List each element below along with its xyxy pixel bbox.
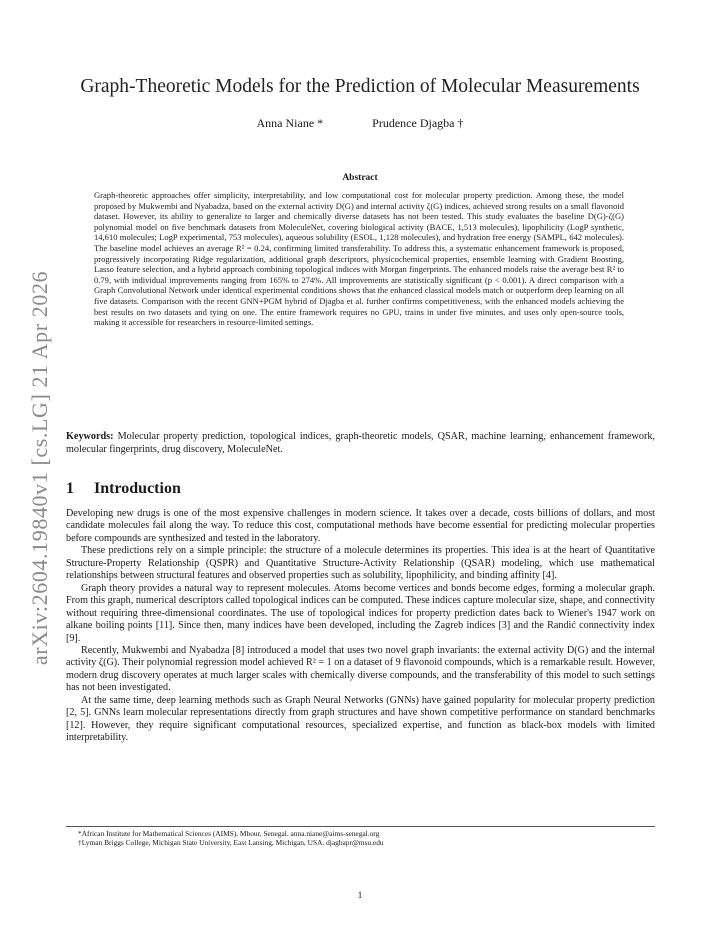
author-1: Anna Niane *	[256, 116, 324, 130]
introduction-body	[66, 508, 655, 745]
abstract-heading: Abstract	[342, 173, 378, 183]
arxiv-identifier: arXiv:2604.19840v1 [cs.LG] 21 Apr 2026	[27, 270, 52, 666]
section-heading	[66, 480, 181, 498]
page-number: 1	[357, 891, 363, 901]
footnote-2: †Lyman Briggs College, Michigan State University, East Lansing, Michigan, USA. djagbapr@msu.edu	[78, 838, 384, 848]
keywords	[66, 431, 655, 456]
paragraph: At the same time, deep learning methods such as Graph Neural Networks (GNNs) have gained popularity for molecular property prediction [2, 5]. GNNs learn molecular representations directly from graph structures and have shown competitive performance on standard benchmarks [12]. However, they require significant computational resources, specialized expertise, and function as black-box models with limited interpretability.	[66, 694, 655, 744]
section-number: 1	[66, 480, 74, 497]
paragraph: These predictions rely on a simple principle: the structure of a molecule determines its properties. This idea is at the heart of Quantitative Structure-Property Relationship (QSPR) and Quantitative Structure-Activity Relationship (QSAR) modeling, which use mathematical relationships between structural features and observed properties such as solubility, lipophilicity, and binding affinity [4].	[66, 545, 655, 582]
author-2: Prudence Djagba †	[372, 116, 464, 130]
keywords-label: Keywords:	[66, 431, 114, 442]
keywords-text: Molecular property prediction, topological indices, graph-theoretic models, QSAR, machine learning, enhancement framework, molecular fingerprints, drug discovery, MoleculeNet.	[66, 431, 656, 455]
footnotes	[66, 826, 655, 848]
author-list	[60, 116, 660, 131]
footnote-1: *African Institute for Mathematical Sciences (AIMS), Mbour, Senegal. anna.niane@aims-senegal.org	[78, 829, 380, 838]
abstract-text: Graph-theoretic approaches offer simplicity, interpretability, and low computational cost for molecular property prediction. Among these, the model proposed by Mukwembi and Nyabadza, based on the external activity D(G) and internal activity ζ(G) indices, achieved strong results on a small flavonoid dataset. However, its ability to generalize to larger and chemically diverse datasets has not been tested. This study evaluates the baseline D(G)-ζ(G) polynomial model on five benchmark datasets from MoleculeNet, covering biological activity (BACE, 1,513 molecules), lipophilicity (LogP synthetic, 14,610 molecules; LogP experimental, 753 molecules), aqueous solubility (ESOL, 1,128 molecules), and hydration free energy (SAMPL, 642 molecules). The baseline model achieves an average R² = 0.24, confirming limited transferability. To address this, a systematic enhancement framework is proposed, progressively incorporating Ridge regularization, additional graph descriptors, physicochemical properties, ensemble learning with Gradient Boosting, Lasso feature selection, and a hybrid approach combining topological indices with Morgan fingerprints. The enhanced models raise the average best R² to 0.79, with individual improvements ranging from 165% to 274%. All improvements are statistically significant (p < 0.001). A direct comparison with a Graph Convolutional Network under identical experimental conditions shows that the enhanced classical models match or outperform deep learning on all five datasets. Comparison with the recent GNN+PGM hybrid of Djagba et al. further confirms competitiveness, with the enhanced models achieving the best results on two datasets and tying on one. The entire framework requires no GPU, trains in under five minutes, and uses only open-source tools, making it accessible for researchers in resource-limited settings.	[94, 190, 624, 328]
paragraph: Graph theory provides a natural way to represent molecules. Atoms become vertices and bonds become edges, forming a molecular graph. From this graph, numerical descriptors called topological indices can be computed. These indices capture molecular size, shape, and connectivity without requiring three-dimensional coordinates. The use of topological indices for property prediction dates back to Wiener's 1947 work on alkane boiling points [11]. Since then, many indices have been developed, including the Zagreb indices [3] and the Randić connectivity index [9].	[66, 582, 655, 644]
paragraph: Developing new drugs is one of the most expensive challenges in modern science. It takes over a decade, costs billions of dollars, and most candidate molecules fail along the way. To reduce this cost, computational methods have become essential for predicting molecular properties before compounds are synthesized and tested in the laboratory.	[66, 508, 655, 544]
paper-title: Graph-Theoretic Models for the Prediction of Molecular Measurements	[80, 76, 640, 97]
paragraph: Recently, Mukwembi and Nyabadza [8] introduced a model that uses two novel graph invariants: the external activity D(G) and the internal activity ζ(G). Their polynomial regression model achieved R² = 1 on a dataset of 9 flavonoid compounds, which is a remarkable result. However, modern drug discovery operates at much larger scales with chemically diverse compounds, and the transferability of this model to such settings has not been investigated.	[66, 644, 655, 694]
section-title: Introduction	[94, 480, 181, 497]
